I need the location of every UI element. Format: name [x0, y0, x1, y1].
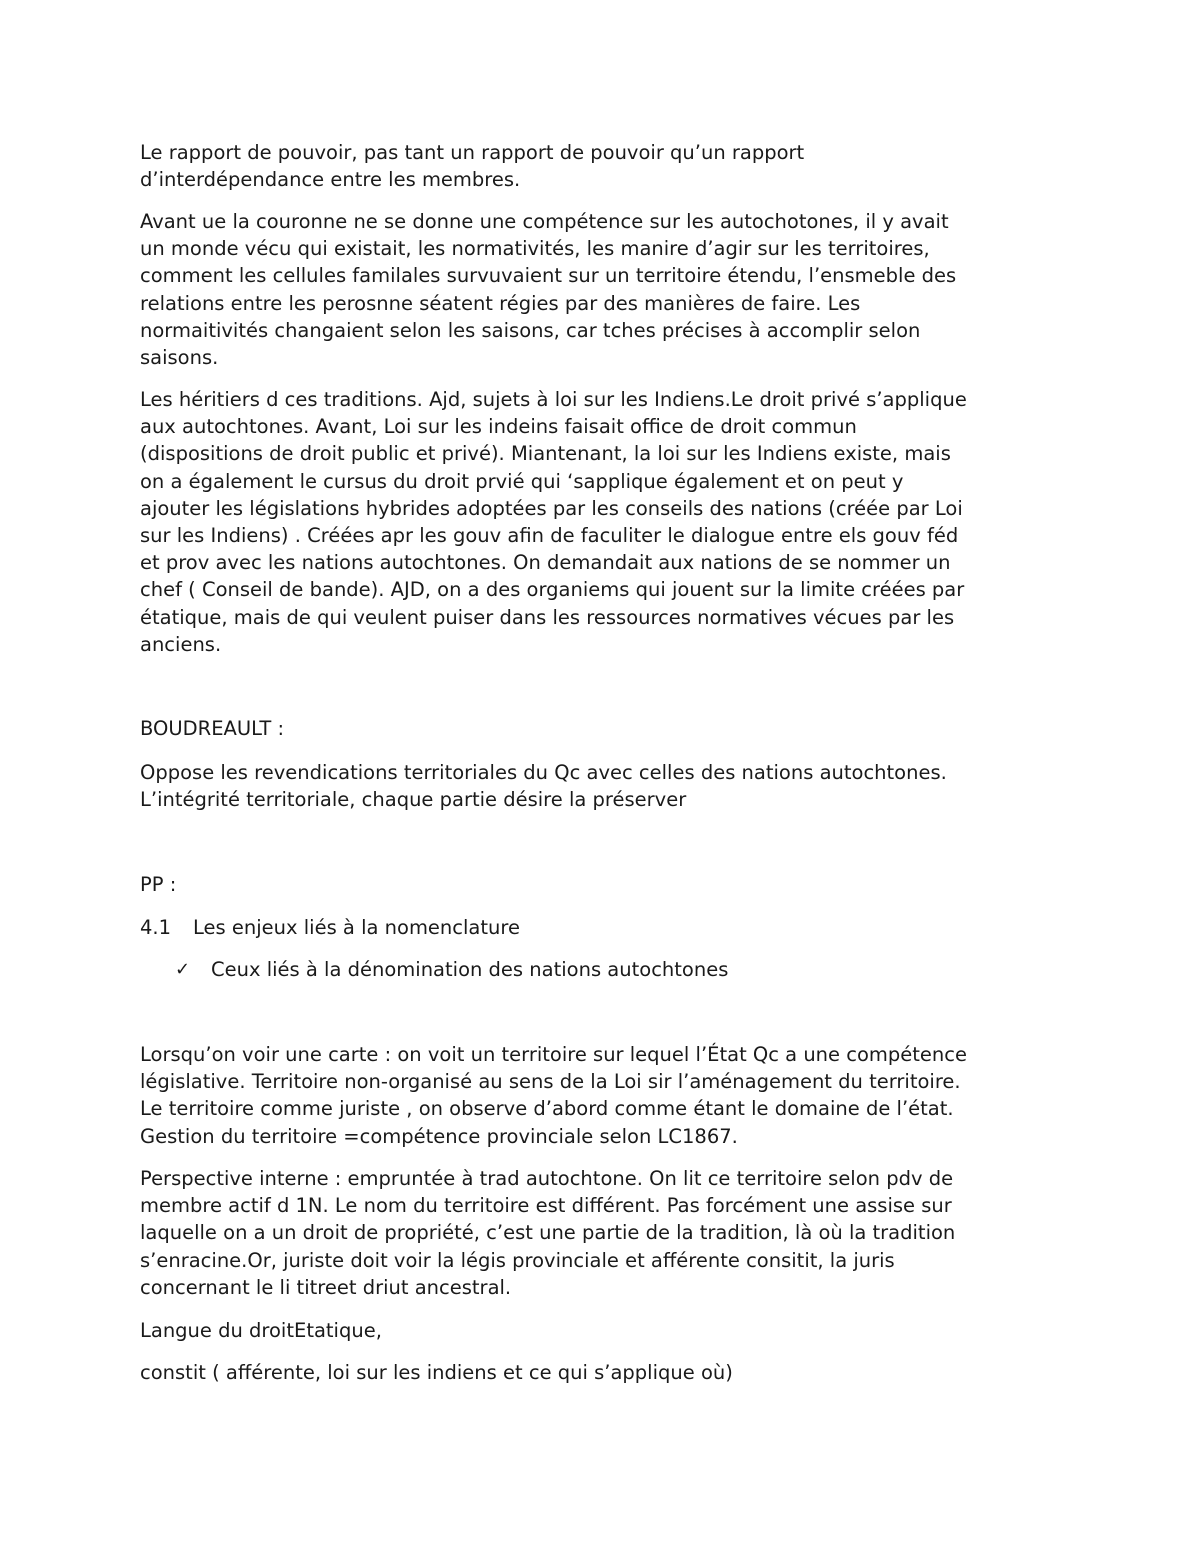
heading-boudreault: BOUDREAULT : [140, 717, 285, 740]
heading-pp: PP : [140, 873, 177, 896]
paragraph-map-territory: Lorsqu’on voir une carte : on voit un territoire sur lequel l’État Qc a une compétence législative. Territoire non-organisé au sens de la Loi sir l’aménagement du territoire. Le territoire comme juriste , on observe d’abord comme étant le domaine de l’état. Gestion du territoire =compétence provinciale selon LC1867. [140, 1043, 967, 1148]
paragraph-state-law-language: Langue du droitEtatique, [140, 1319, 382, 1342]
paragraph-constit: constit ( afférente, loi sur les indiens et ce qui s’applique où) [140, 1361, 733, 1384]
paragraph-internal-perspective: Perspective interne : empruntée à trad autochtone. On lit ce territoire selon pdv de membre actif d 1N. Le nom du territoire est différent. Pas forcément une assise sur laquelle on a un droit de propriété, c’est une partie de la tradition, là où la tradition s’enracine.Or, juriste doit voir la légis provinciale et afférente consitit, la juris concernant le li titreet driut ancestral. [140, 1167, 956, 1299]
paragraph-power-relation: Le rapport de pouvoir, pas tant un rapport de pouvoir qu’un rapport d’interdépendance entre les membres. [140, 141, 805, 192]
paragraph-before-crown: Avant ue la couronne ne se donne une compétence sur les autochotones, il y avait un monde vécu qui existait, les normativités, les manire d’agir sur les territoires, comment les cellules familales survuvaient sur un territoire étendu, l’ensmeble des relations entre les perosnne séatent régies par des manières de faire. Les normaitivités changaient selon les saisons, car tches précises à accomplir selon saisons. [140, 210, 957, 370]
paragraph-heirs-traditions: Les héritiers d ces traditions. Ajd, sujets à loi sur les Indiens.Le droit privé s’applique aux autochtones. Avant, Loi sur les indeins faisait office de droit commun (dispositions de droit public et privé). Miantenant, la loi sur les Indiens existe, mais on a également le cursus du droit prvié qui ‘sapplique également et on peut y ajouter les législations hybrides adoptées par les conseils des nations (créée par Loi sur les Indiens) . Créées apr les gouv afin de faculiter le dialogue entre els gouv féd et prov avec les nations autochtones. On demandait aux nations de se nommer un chef ( Conseil de bande). AJD, on a des organiems qui jouent sur la limite créées par étatique, mais de qui veulent puiser dans les ressources normatives vécues par les anciens. [140, 388, 967, 656]
section-title: Les enjeux liés à la nomenclature [193, 916, 520, 939]
checkmark-icon: ✓ [175, 959, 191, 980]
check-list-item: Ceux liés à la dénomination des nations autochtones [211, 958, 729, 981]
section-number: 4.1 [140, 916, 172, 939]
paragraph-territorial-claims: Oppose les revendications territoriales du Qc avec celles des nations autochtones. L’intégrité territoriale, chaque partie désire la préserver [140, 761, 947, 812]
